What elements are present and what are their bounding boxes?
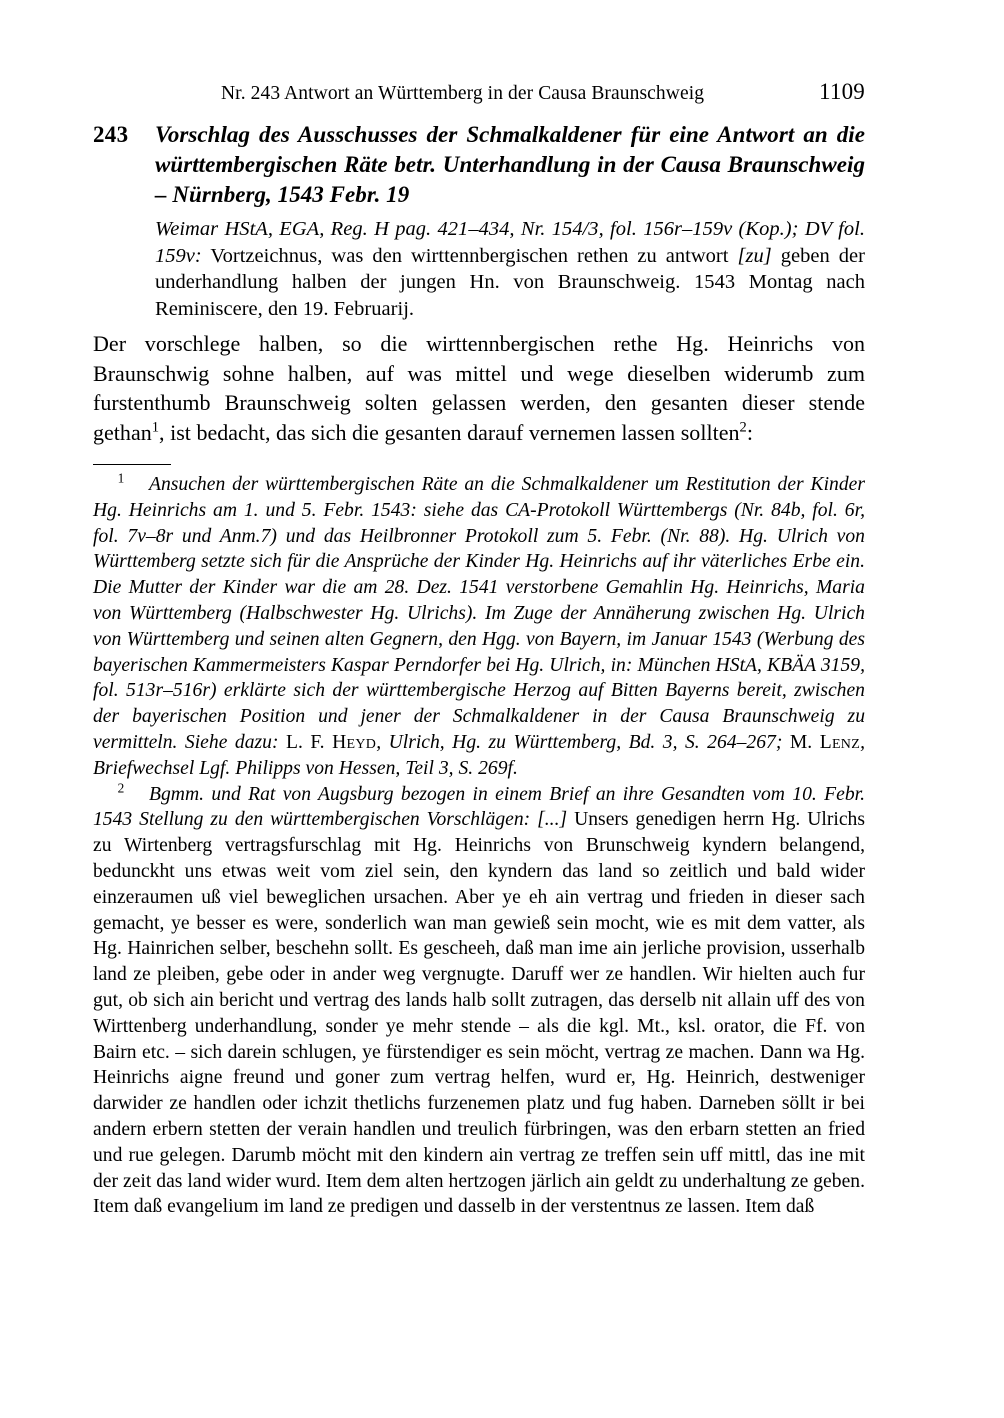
footnote-marker[interactable]: 2 (117, 780, 125, 796)
document-title-line-2: württembergischen Räte betr. Unterhandlung in der Causa Braunschweig (155, 152, 865, 177)
footnote-segment: , Ulrich, Hg. zu Württemberg, Bd. 3, S. 264–267; (376, 731, 783, 753)
document-number: 243 (93, 122, 129, 147)
footnote-marker[interactable]: 1 (117, 470, 125, 486)
document-title (155, 120, 865, 210)
body-text-part-3: : (746, 419, 753, 445)
document-title-line-3: – Nürnberg, 1543 Febr. 19 (155, 182, 410, 207)
footnote-segment: L. F. (278, 731, 333, 753)
footnote-segment: Heyd (332, 731, 377, 753)
footnote-1 (93, 472, 865, 782)
footnote-segment: , Briefwechsel Lgf. Philipps von Hessen, Teil 3, S. 269f. (93, 731, 865, 779)
footnote-reference-1[interactable]: 1 (151, 419, 160, 436)
source-dv-bracket: [zu] (737, 244, 772, 267)
body-text-part-2: , ist bedacht, das sich die gesanten darauf vernemen lassen sollten (159, 419, 740, 445)
footnote-reference-2[interactable]: 2 (739, 419, 747, 436)
footnote-segment: Lenz (819, 731, 861, 753)
page-number: 1109 (819, 79, 865, 104)
source-archive-citation: Weimar HStA, EGA, Reg. H pag. 421–434, Nr. 154/3, fol. 156r–159v (Kop.); (155, 218, 799, 240)
footnote-area (93, 472, 865, 1220)
running-head (93, 78, 865, 106)
footnote-2 (93, 782, 865, 1221)
source-dv-text-2: geben der underhandlung halben der jungen Hn. von Braunschweig. 1543 Montag nach Reminiscere, den 19. Februarij. (155, 244, 865, 320)
footnote-segment: Ansuchen der württembergischen Räte an die Schmalkaldener um Restitution der Kinder Hg. Heinrichs am 1. und 5. Febr. 1543: siehe das CA-Protokoll Württembergs (Nr. 84b, fol. 6r, fol. 7v–8r und Anm.7) und das Heilbronner Protokoll zum 5. Febr. (Nr. 88). Hg. Ulrich von Württemberg setzte sich für die Ansprüche der Kinder Hg. Heinrichs auf ihr väterliches Erbe ein. Die Mutter der Kinder war die am 28. Dez. 1541 verstorbene Gemahlin Hg. Heinrichs, Maria von Württemberg (Halbschwester Hg. Ulrichs). Im Zuge der Annäherung zwischen Hg. Ulrich von Württemberg und seinen alten Gegnern, den Hgg. von Bayern, im Januar 1543 (Werbung des bayerischen Kammermeisters Kaspar Perndorfer bei Hg. Ulrich, in: München HStA, KBÄA 3159, fol. 513r–516r) erklärte sich der württembergische Herzog auf Bitten Bayerns bereit, zwischen der bayerischen Position und jener der Schmalkaldener in der Causa Braunschweig zu vermitteln. Siehe dazu: (93, 474, 865, 753)
source-dv-text-1: Vortzeichnus, was den wirttennbergischen rethen zu antwort (201, 244, 738, 267)
footnote-separator-rule (93, 464, 171, 465)
footnote-segment: Bgmm. und Rat von Augsburg bezogen in einem Brief an ihre Gesandten vom 10. Febr. 1543 Stellung zu den württembergischen Vorschlägen: [...] (93, 783, 865, 831)
document-heading (93, 120, 865, 210)
source-reference-block (155, 216, 865, 322)
footnote-segment: Unsers genedigen herrn Hg. Ulrichs zu Wirtenberg vertragsfurschlag mit Hg. Heinrichs von Brunschweig kyndern belangend, bedunckht uns etwas weit vom ziel sein, den kyndern das land so zeitlich und bald wider einzeraumen uß viel beweglichen ursachen. Aber ye eh ain vertrag und frieden in dieser sach gemacht, ye besser es were, sonderlich wan man gewieß sein mocht, wie es mit dem vatter, als Hg. Hainrichen selber, beschehn sollt. Es gescheeh, daß man ime ain jerliche provision, usserhalb land ze pleiben, gebe oder in ander weg vergnugte. Daruff wer ze handlen. Wir hielten auch fur gut, ob sich ain bericht und vertrag des lands halb sollt zutragen, das derselb nit allain uff des von Wirttenberg underhandlung, sonder ye mehr stende – als die kgl. Mt., ksl. orator, die Ff. von Bairn etc. – sich darein schlugen, ye fürstendiger es sein möcht, vertrag ze machen. Dann wa Hg. Heinrichs aigne freund und goner zum vertrag helfen, wurd er, Hg. Heinrich, destweniger darwider ze handlen oder ichzit thetlichs furzenemen platz und fug haben. Darneben söllt ir bei andern erbern stetten der verain handlen und treulich fürbringen, was den erbarn stetten an fried und rue gelegen. Darumb möcht mit den kindern ain vertrag ze treffen sein uff mittl, das ine mit der zeit das land wider wurd. Item dem alten hertzogen järlich ain geldt zu underhaltung ze geben. Item daß evangelium im land ze predigen und dasselb in der verstentnus ze lassen. Item daß (93, 809, 865, 1218)
document-title-line-1: Vorschlag des Ausschusses der Schmalkaldener für eine Antwort an die (155, 122, 865, 147)
body-paragraph (93, 329, 865, 447)
footnote-segment: M. (782, 731, 820, 753)
source-dv-label: DV fol. 159v: (155, 218, 865, 267)
running-head-title: Nr. 243 Antwort an Württemberg in der Causa Braunschweig (221, 83, 705, 104)
body-text-part-1: Der vorschlege halben, so die wirttennbergischen rethe Hg. Heinrichs von Braunschwig sohne halben, auf was mittel und wege dieselben widerumb zum furstenthumb Braunschweig solten gelassen werden, den gesanten dieser stende gethan (93, 331, 865, 445)
